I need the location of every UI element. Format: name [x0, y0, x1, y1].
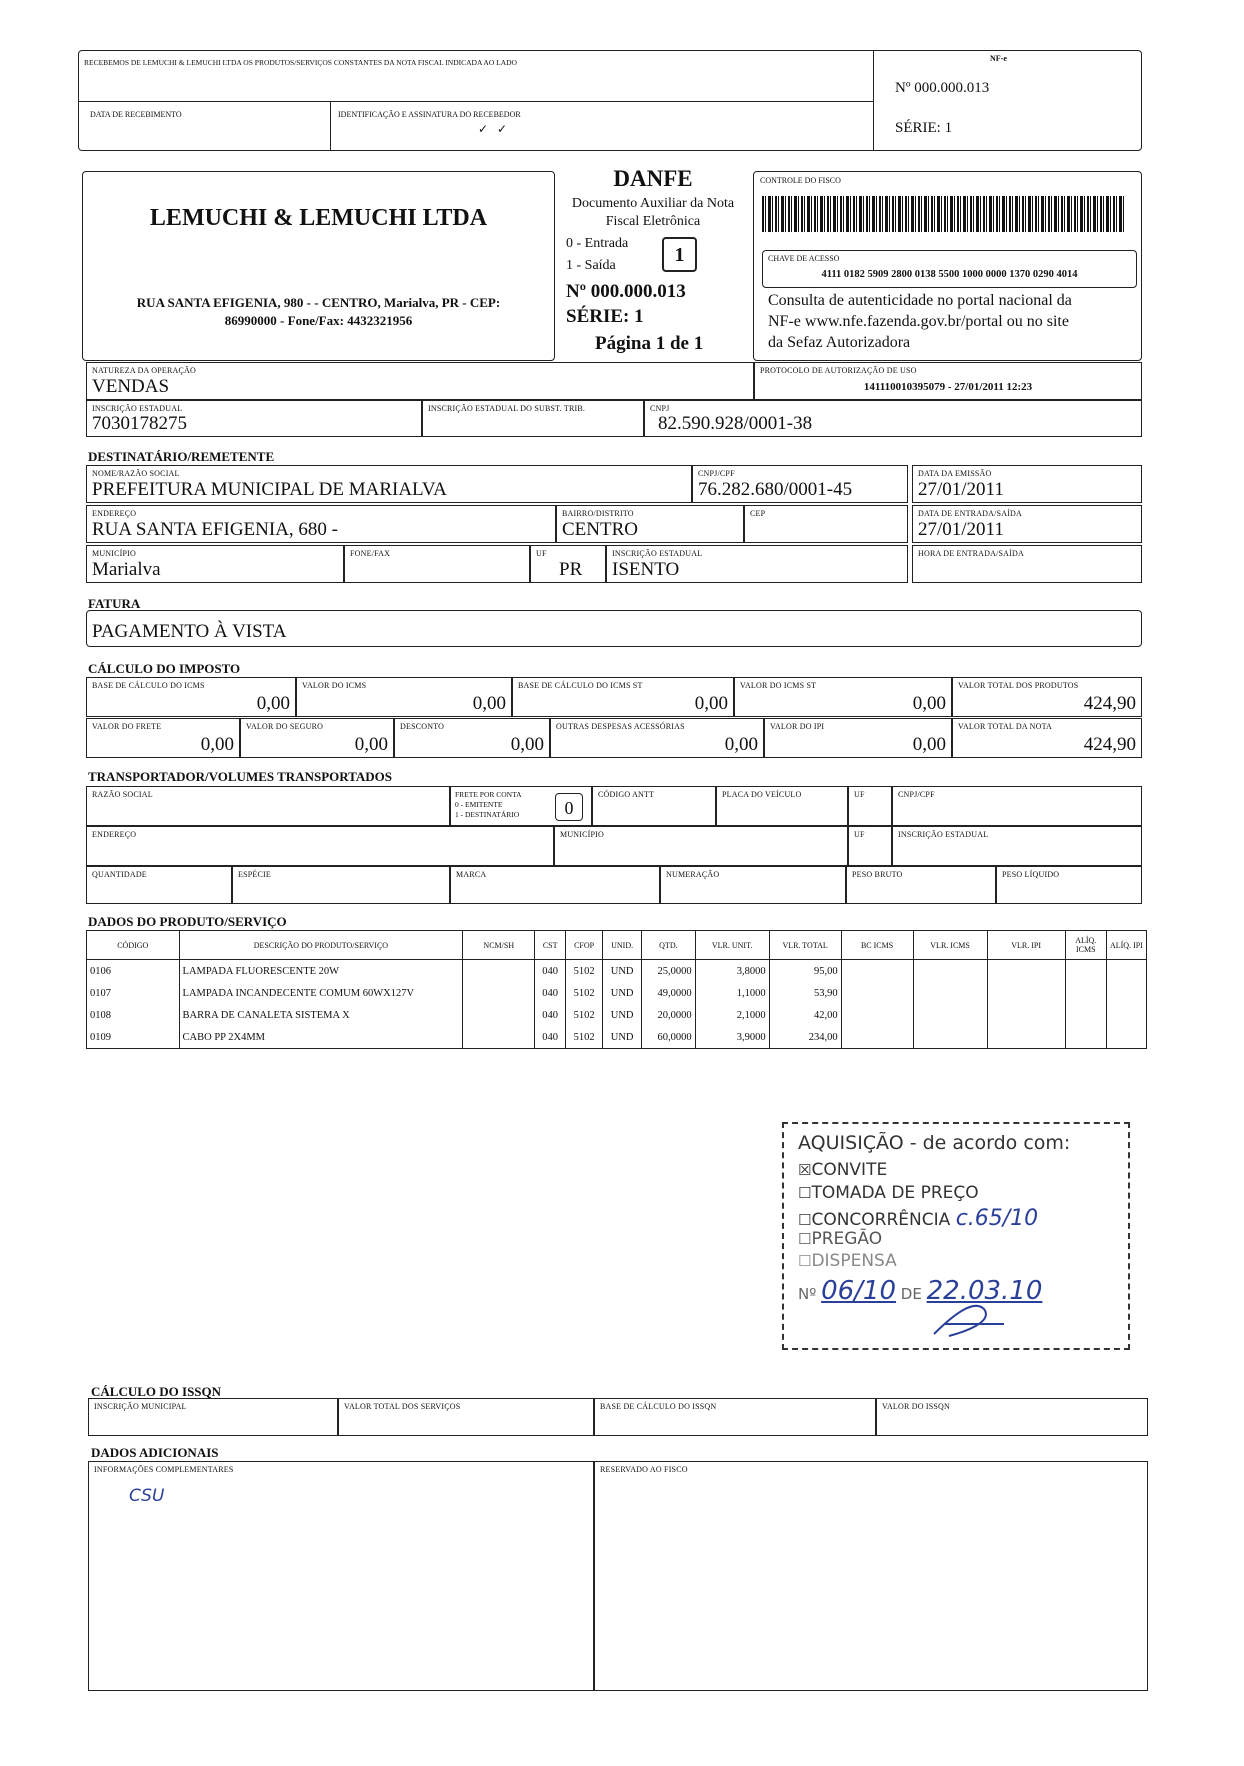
dest-cep-label: CEP — [750, 509, 766, 518]
destinatario-section: DESTINATÁRIO/REMETENTE — [88, 449, 275, 464]
divider — [330, 101, 331, 151]
desconto-value: 0,00 — [510, 734, 544, 755]
issqn-base-label: BASE DE CÁLCULO DO ISSQN — [600, 1402, 717, 1411]
cell-descricao: CABO PP 2X4MM — [179, 1026, 463, 1049]
issqn-base-cell — [594, 1398, 876, 1436]
cell-ncm — [463, 960, 535, 983]
emitente-box — [82, 171, 555, 361]
signature-mark: ✓ ✓ — [478, 122, 508, 136]
stamp-dispensa — [798, 1251, 897, 1271]
cell-vipi — [987, 982, 1065, 1004]
produtos-table — [86, 930, 1147, 1049]
cell-unid: UND — [603, 960, 642, 983]
dest-emissao-value: 27/01/2011 — [918, 479, 1004, 500]
cell-qtd: 25,0000 — [642, 960, 695, 983]
produtos-section: DADOS DO PRODUTO/SERVIÇO — [88, 914, 287, 929]
cell-cst: 040 — [535, 1026, 566, 1049]
dest-emissao-cell — [912, 465, 1142, 503]
issqn-total-cell — [338, 1398, 594, 1436]
transp-frete-value: 0 — [555, 793, 583, 821]
transp-peso-liquido-cell — [996, 866, 1142, 904]
transp-ie-label: INSCRIÇÃO ESTADUAL — [898, 830, 989, 839]
consulta-line1: Consulta de autenticidade no portal nacional da — [768, 292, 1072, 309]
col-descricao: DESCRIÇÃO DO PRODUTO/SERVIÇO — [179, 931, 463, 960]
cell-qtd: 49,0000 — [642, 982, 695, 1004]
table-row — [87, 960, 1147, 983]
transp-peso-liquido-label: PESO LÍQUIDO — [1002, 870, 1060, 879]
valor-icms-value: 0,00 — [472, 693, 506, 714]
ipi-value: 0,00 — [912, 734, 946, 755]
cell-aliq-ipi — [1106, 960, 1146, 983]
fatura-texto: PAGAMENTO À VISTA — [92, 621, 287, 642]
ipi-label: VALOR DO IPI — [770, 722, 825, 731]
ipi-cell — [764, 718, 952, 758]
info-complementares-value: CSU — [129, 1486, 165, 1506]
cell-qtd: 60,0000 — [642, 1026, 695, 1049]
dest-fone-cell — [344, 545, 530, 583]
ie-label: INSCRIÇÃO ESTADUAL — [92, 404, 183, 413]
canhoto-serie: SÉRIE: 1 — [895, 120, 953, 136]
transp-ie-cell — [892, 826, 1142, 866]
total-produtos-value: 424,90 — [1083, 693, 1136, 714]
transp-cnpj-cell — [892, 786, 1142, 826]
dest-saida-label: DATA DE ENTRADA/SAÍDA — [918, 509, 1023, 518]
transportador-section: TRANSPORTADOR/VOLUMES TRANSPORTADOS — [88, 769, 393, 784]
dest-bairro-label: BAIRRO/DISTRITO — [562, 509, 634, 518]
transp-numeracao-cell — [660, 866, 846, 904]
stamp-numero-prefix: Nº — [798, 1285, 817, 1303]
cell-bcicms — [841, 1026, 913, 1049]
danfe-serie: SÉRIE: 1 — [566, 306, 644, 327]
checkbox-icon: ☐ — [798, 1230, 812, 1248]
divider — [873, 50, 874, 151]
natureza-cell — [86, 362, 754, 400]
valor-st-value: 0,00 — [912, 693, 946, 714]
base-icms-value: 0,00 — [256, 693, 290, 714]
cell-bcicms — [841, 1004, 913, 1026]
frete-label: VALOR DO FRETE — [92, 722, 162, 731]
dest-hora-cell — [912, 545, 1142, 583]
cell-aliq-icms — [1065, 960, 1106, 983]
dest-municipio-label: MUNICÍPIO — [92, 549, 137, 558]
stamp-title: AQUISIÇÃO - de acordo com: — [798, 1132, 1071, 1154]
dest-hora-label: HORA DE ENTRADA/SAÍDA — [918, 549, 1024, 558]
cell-vipi — [987, 1004, 1065, 1026]
transp-antt-label: CÓDIGO ANTT — [598, 790, 655, 799]
transp-especie-label: ESPÉCIE — [238, 870, 271, 879]
stamp-convite-label: CONVITE — [811, 1160, 888, 1180]
base-icms-label: BASE DE CÁLCULO DO ICMS — [92, 681, 205, 690]
danfe-tipo: 1 — [662, 237, 697, 272]
transp-peso-bruto-label: PESO BRUTO — [852, 870, 903, 879]
cell-ncm — [463, 1026, 535, 1049]
cell-vipi — [987, 960, 1065, 983]
col-unid: UNID. — [603, 931, 642, 960]
ie-st-label: INSCRIÇÃO ESTADUAL DO SUBST. TRIB. — [428, 404, 586, 413]
cell-aliq-icms — [1065, 1004, 1106, 1026]
issqn-im-cell — [88, 1398, 338, 1436]
dest-endereco-value: RUA SANTA EFIGENIA, 680 - — [92, 519, 339, 540]
natureza-label: NATUREZA DA OPERAÇÃO — [92, 366, 197, 375]
col-vipi: VLR. IPI — [987, 931, 1065, 960]
seguro-value: 0,00 — [354, 734, 388, 755]
cell-vunit: 2,1000 — [695, 1004, 769, 1026]
dest-emissao-label: DATA DA EMISSÃO — [918, 469, 992, 478]
transp-numeracao-label: NUMERAÇÃO — [666, 870, 720, 879]
stamp-pregao — [798, 1229, 882, 1249]
consulta-line3: da Sefaz Autorizadora — [768, 334, 911, 351]
checkbox-icon: ☐ — [798, 1184, 812, 1202]
cell-codigo: 0107 — [87, 982, 180, 1004]
dest-ie-value: ISENTO — [612, 559, 680, 580]
table-row — [87, 982, 1147, 1004]
issqn-im-label: INSCRIÇÃO MUNICIPAL — [94, 1402, 187, 1411]
fatura-section: FATURA — [88, 596, 141, 611]
base-st-cell — [512, 677, 734, 717]
seguro-label: VALOR DO SEGURO — [246, 722, 324, 731]
cell-cfop: 5102 — [566, 1026, 603, 1049]
consulta-line2: NF-e www.nfe.fazenda.gov.br/portal ou no site — [768, 313, 1069, 330]
cell-ncm — [463, 982, 535, 1004]
cell-vtotal: 42,00 — [769, 1004, 841, 1026]
col-ncm: NCM/SH — [463, 931, 535, 960]
transp-frete-label2: 0 - EMITENTE — [455, 800, 503, 809]
data-recebimento-label: DATA DE RECEBIMENTO — [90, 110, 182, 119]
canhoto-recebemos: RECEBEMOS DE LEMUCHI & LEMUCHI LTDA OS PRODUTOS/SERVIÇOS CONSTANTES DA NOTA FISCAL INDICADA AO LADO — [84, 58, 517, 67]
col-vicms: VLR. ICMS — [913, 931, 987, 960]
transp-qtd-label: QUANTIDADE — [92, 870, 147, 879]
transp-placa-label: PLACA DO VEÍCULO — [722, 790, 802, 799]
dest-nome-cell — [86, 465, 692, 503]
transp-endereco-cell — [86, 826, 554, 866]
divider — [78, 101, 873, 102]
stamp-signature — [924, 1294, 1014, 1344]
fatura-box — [86, 610, 1142, 647]
transp-cnpj-label: CNPJ/CPF — [898, 790, 935, 799]
cell-aliq-ipi — [1106, 982, 1146, 1004]
stamp-de: DE — [900, 1285, 922, 1303]
transp-municipio-cell — [554, 826, 848, 866]
frete-cell — [86, 718, 240, 758]
reservado-fisco-cell — [594, 1461, 1148, 1691]
cell-unid: UND — [603, 1004, 642, 1026]
danfe-subtitle2: Fiscal Eletrônica — [605, 214, 701, 229]
total-nota-cell — [952, 718, 1142, 758]
aquisicao-stamp — [782, 1122, 1130, 1350]
nfe-label: NF-e — [990, 54, 1007, 63]
cell-cst: 040 — [535, 982, 566, 1004]
chave-acesso: 4111 0182 5909 2800 0138 5500 1000 0000 1370 0290 4014 — [821, 269, 1078, 280]
col-vunit: VLR. UNIT. — [695, 931, 769, 960]
issqn-valor-cell — [876, 1398, 1148, 1436]
valor-icms-label: VALOR DO ICMS — [302, 681, 367, 690]
cell-cst: 040 — [535, 960, 566, 983]
cell-bcicms — [841, 960, 913, 983]
transp-razao-cell — [86, 786, 450, 826]
dest-cep-cell — [744, 505, 908, 543]
col-qtd: QTD. — [642, 931, 695, 960]
canhoto-numero: Nº 000.000.013 — [895, 80, 990, 96]
stamp-numero: 06/10 — [821, 1276, 897, 1306]
cell-ncm — [463, 1004, 535, 1026]
base-st-label: BASE DE CÁLCULO DO ICMS ST — [518, 681, 643, 690]
dest-municipio-value: Marialva — [92, 559, 161, 580]
cell-vicms — [913, 1004, 987, 1026]
col-cfop: CFOP — [566, 931, 603, 960]
cell-vtotal: 234,00 — [769, 1026, 841, 1049]
transp-marca-label: MARCA — [456, 870, 487, 879]
total-produtos-label: VALOR TOTAL DOS PRODUTOS — [958, 681, 1079, 690]
cell-vicms — [913, 960, 987, 983]
dest-uf-cell — [530, 545, 606, 583]
valor-icms-cell — [296, 677, 512, 717]
cnpj-cell — [644, 400, 1142, 437]
cell-unid: UND — [603, 1026, 642, 1049]
transp-placa-cell — [716, 786, 848, 826]
cell-descricao: LAMPADA FLUORESCENTE 20W — [179, 960, 463, 983]
danfe-pagina: Página 1 de 1 — [595, 333, 704, 354]
danfe-numero: Nº 000.000.013 — [566, 281, 686, 302]
danfe-title: DANFE — [613, 166, 693, 191]
transp-uf-label: UF — [854, 790, 865, 799]
reservado-fisco-label: RESERVADO AO FISCO — [600, 1465, 688, 1474]
transp-especie-cell — [232, 866, 450, 904]
stamp-tomada — [798, 1183, 979, 1203]
cell-descricao: BARRA DE CANALETA SISTEMA X — [179, 1004, 463, 1026]
barcode — [762, 196, 1124, 232]
total-nota-label: VALOR TOTAL DA NOTA — [958, 722, 1053, 731]
transp-antt-cell — [592, 786, 716, 826]
desconto-label: DESCONTO — [400, 722, 445, 731]
stamp-pregao-label: PREGÃO — [811, 1229, 883, 1249]
protocolo-cell — [754, 362, 1142, 400]
dest-nome-value: PREFEITURA MUNICIPAL DE MARIALVA — [92, 479, 447, 500]
dest-ie-cell — [606, 545, 908, 583]
info-complementares-cell — [88, 1461, 594, 1691]
base-icms-cell — [86, 677, 296, 717]
stamp-concorrencia — [798, 1206, 1038, 1231]
table-row — [87, 1026, 1147, 1049]
cell-vicms — [913, 1026, 987, 1049]
col-aliq-icms: ALÍQ. ICMS — [1065, 931, 1106, 960]
cell-aliq-ipi — [1106, 1026, 1146, 1049]
cell-vtotal: 95,00 — [769, 960, 841, 983]
col-aliq-ipi: ALÍQ. IPI — [1106, 931, 1146, 960]
cnpj-value: 82.590.928/0001-38 — [658, 413, 813, 434]
dest-uf-label: UF — [536, 549, 547, 558]
cell-bcicms — [841, 982, 913, 1004]
outras-label: OUTRAS DESPESAS ACESSÓRIAS — [556, 722, 685, 731]
cell-qtd: 20,0000 — [642, 1004, 695, 1026]
checkbox-checked-icon: ☒ — [798, 1161, 812, 1179]
cnpj-label: CNPJ — [650, 404, 670, 413]
cell-cst: 040 — [535, 1004, 566, 1026]
checkbox-icon: ☐ — [798, 1211, 812, 1229]
cell-aliq-icms — [1065, 1026, 1106, 1049]
transp-uf2-label: UF — [854, 830, 865, 839]
cell-vunit: 3,9000 — [695, 1026, 769, 1049]
ie-value: 7030178275 — [92, 413, 187, 434]
issqn-total-label: VALOR TOTAL DOS SERVIÇOS — [344, 1402, 461, 1411]
cell-vunit: 1,1000 — [695, 982, 769, 1004]
stamp-handwritten-note: c.65/10 — [955, 1206, 1039, 1231]
desconto-cell — [394, 718, 550, 758]
cell-vicms — [913, 982, 987, 1004]
dest-cnpj-cell — [692, 465, 908, 503]
ie-st-cell — [422, 400, 644, 437]
protocolo-label: PROTOCOLO DE AUTORIZAÇÃO DE USO — [760, 366, 917, 375]
dest-municipio-cell — [86, 545, 344, 583]
transp-uf-cell — [848, 786, 892, 826]
checkbox-icon: ☐ — [798, 1252, 812, 1270]
controle-fisco-label: CONTROLE DO FISCO — [760, 176, 841, 185]
cell-vunit: 3,8000 — [695, 960, 769, 983]
transp-razao-label: RAZÃO SOCIAL — [92, 790, 153, 799]
valor-st-label: VALOR DO ICMS ST — [740, 681, 817, 690]
natureza-value: VENDAS — [92, 376, 170, 397]
col-cst: CST — [535, 931, 566, 960]
stamp-data: 22.03.10 — [926, 1276, 1043, 1306]
transp-uf2-cell — [848, 826, 892, 866]
cell-vtotal: 53,90 — [769, 982, 841, 1004]
transp-peso-bruto-cell — [846, 866, 996, 904]
stamp-concorrencia-label: CONCORRÊNCIA — [811, 1210, 951, 1230]
issqn-valor-label: VALOR DO ISSQN — [882, 1402, 950, 1411]
transp-frete-label3: 1 - DESTINATÁRIO — [455, 810, 520, 819]
transp-marca-cell — [450, 866, 660, 904]
dest-uf-value: PR — [559, 559, 583, 580]
produtos-header-row — [87, 931, 1147, 960]
frete-value: 0,00 — [200, 734, 234, 755]
stamp-convite — [798, 1160, 887, 1180]
dest-bairro-cell — [556, 505, 744, 543]
stamp-dispensa-label: DISPENSA — [811, 1251, 897, 1271]
transp-frete-cell — [450, 786, 592, 826]
dest-ie-label: INSCRIÇÃO ESTADUAL — [612, 549, 703, 558]
emitente-endereco: RUA SANTA EFIGENIA, 980 - - CENTRO, Marialva, PR - CEP: — [136, 295, 501, 310]
total-produtos-cell — [952, 677, 1142, 717]
dest-endereco-label: ENDEREÇO — [92, 509, 137, 518]
danfe-saida: 1 - Saída — [566, 258, 616, 273]
chave-label: CHAVE DE ACESSO — [768, 254, 840, 263]
cell-codigo: 0109 — [87, 1026, 180, 1049]
dest-saida-value: 27/01/2011 — [918, 519, 1004, 540]
base-st-value: 0,00 — [694, 693, 728, 714]
cell-unid: UND — [603, 982, 642, 1004]
dest-cnpj-value: 76.282.680/0001-45 — [698, 479, 853, 500]
outras-cell — [550, 718, 764, 758]
cell-cfop: 5102 — [566, 982, 603, 1004]
identificacao-label: IDENTIFICAÇÃO E ASSINATURA DO RECEBEDOR — [338, 110, 521, 119]
cell-descricao: LAMPADA INCANDECENTE COMUM 60WX127V — [179, 982, 463, 1004]
outras-value: 0,00 — [724, 734, 758, 755]
dest-saida-cell — [912, 505, 1142, 543]
issqn-section: CÁLCULO DO ISSQN — [91, 1384, 222, 1399]
seguro-cell — [240, 718, 394, 758]
cell-cfop: 5102 — [566, 960, 603, 983]
cell-codigo: 0106 — [87, 960, 180, 983]
cell-cfop: 5102 — [566, 1004, 603, 1026]
protocolo-value: 141110010395079 - 27/01/2011 12:23 — [863, 381, 1033, 393]
transp-qtd-cell — [86, 866, 232, 904]
total-nota-value: 424,90 — [1083, 734, 1136, 755]
cell-aliq-icms — [1065, 982, 1106, 1004]
stamp-tomada-label: TOMADA DE PREÇO — [811, 1183, 979, 1203]
emitente-endereco2: 86990000 - Fone/Fax: 4432321956 — [224, 313, 413, 328]
col-bcicms: BC ICMS — [841, 931, 913, 960]
cell-codigo: 0108 — [87, 1004, 180, 1026]
valor-st-cell — [734, 677, 952, 717]
table-row — [87, 1004, 1147, 1026]
dest-endereco-cell — [86, 505, 556, 543]
dest-cnpj-label: CNPJ/CPF — [698, 469, 735, 478]
transp-endereco-label: ENDEREÇO — [92, 830, 137, 839]
transp-municipio-label: MUNICÍPIO — [560, 830, 605, 839]
dest-bairro-value: CENTRO — [562, 519, 638, 540]
emitente-nome: LEMUCHI & LEMUCHI LTDA — [149, 205, 488, 231]
danfe-entrada: 0 - Entrada — [566, 236, 629, 251]
col-codigo: CÓDIGO — [87, 931, 180, 960]
adicionais-section: DADOS ADICIONAIS — [91, 1445, 219, 1460]
cell-aliq-ipi — [1106, 1004, 1146, 1026]
danfe-subtitle1: Documento Auxiliar da Nota — [571, 196, 735, 211]
dest-nome-label: NOME/RAZÃO SOCIAL — [92, 469, 180, 478]
dest-fone-label: FONE/FAX — [350, 549, 391, 558]
cell-vipi — [987, 1026, 1065, 1049]
col-vtotal: VLR. TOTAL — [769, 931, 841, 960]
imposto-section: CÁLCULO DO IMPOSTO — [88, 661, 241, 676]
transp-frete-label1: FRETE POR CONTA — [455, 790, 522, 799]
info-complementares-label: INFORMAÇÕES COMPLEMENTARES — [94, 1465, 234, 1474]
ie-cell — [86, 400, 422, 437]
